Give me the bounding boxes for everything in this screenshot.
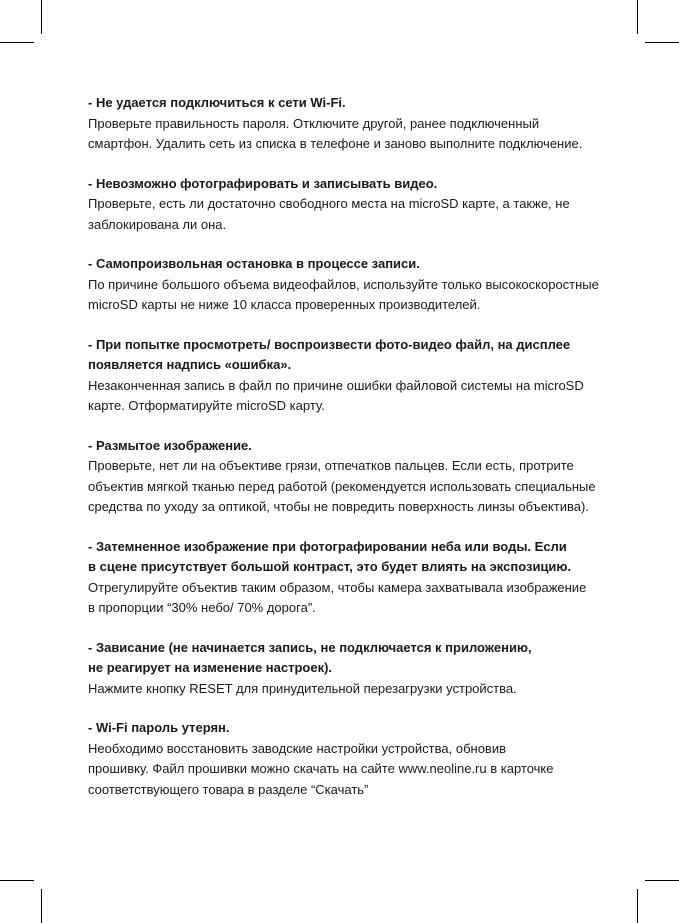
section-body-line: Проверьте правильность пароля. Отключите другой, ранее подключенный [88, 115, 540, 131]
section-dark-image [88, 537, 648, 619]
section-body-line: соответствующего товара в разделе “Скачать” [88, 781, 369, 797]
section-body-line: прошивку. Файл прошивки можно скачать на сайте www.neoline.ru в карточке [88, 761, 554, 776]
section-title: - Размытое изображение. [88, 437, 252, 453]
section-body-line: Проверьте, есть ли достаточно свободного места на microSD карте, а также, не [88, 196, 570, 211]
section-body-line: заблокирована ли она. [88, 216, 227, 232]
section-title: в сцене присутствует большой контраст, это будет влиять на экспозицию. [88, 559, 572, 574]
section-wifi-connection [88, 93, 648, 155]
section-blurry-image [88, 436, 648, 518]
section-title: не реагирует на изменение настроек). [88, 660, 333, 675]
crop-mark-bottom-right-vertical [637, 889, 638, 923]
section-body-line: По причине большого объема видеофайлов, используйте только высокоскоростные [88, 276, 599, 292]
troubleshooting-text [88, 93, 648, 819]
crop-mark-top-left-vertical [41, 0, 42, 34]
section-recording-stops [88, 254, 648, 316]
section-body-line: в пропорции “30% небо/ 70% дорога”. [88, 600, 316, 615]
crop-mark-bottom-left-horizontal [0, 880, 34, 881]
section-playback-error [88, 335, 648, 417]
section-cannot-record [88, 174, 648, 236]
section-title: появляется надпись «ошибка». [88, 357, 292, 372]
crop-mark-top-right-horizontal [645, 42, 679, 43]
section-body-line: объектив мягкой тканью перед работой (рекомендуется использовать специальные [88, 478, 596, 494]
section-body-line: microSD карты не ниже 10 класса проверенных производителей. [88, 297, 481, 312]
section-body-line: Незаконченная запись в файл по причине ошибки файловой системы на microSD [88, 377, 584, 393]
section-body-line: Проверьте, нет ли на объективе грязи, отпечатков пальцев. Если есть, протрите [88, 458, 574, 473]
crop-mark-top-right-vertical [637, 0, 638, 34]
section-body-line: карте. Отформатируйте microSD карту. [88, 398, 325, 413]
section-body-line: Нажмите кнопку RESET для принудительной перезагрузки устройства. [88, 680, 517, 696]
section-freeze [88, 638, 648, 700]
section-wifi-password-lost [88, 718, 648, 800]
section-title: - Не удается подключиться к сети Wi-Fi. [88, 95, 346, 110]
crop-mark-bottom-left-vertical [41, 889, 42, 923]
section-body-line: Необходимо восстановить заводские настройки устройства, обновив [88, 740, 507, 756]
section-body-line: Отрегулируйте объектив таким образом, чтобы камера захватывала изображение [88, 579, 587, 595]
section-body-line: средства по уходу за оптикой, чтобы не повредить поверхность линзы объектива). [88, 499, 589, 514]
section-title: - Невозможно фотографировать и записывать видео. [88, 175, 438, 191]
section-title: - Затемненное изображение при фотографировании неба или воды. Если [88, 538, 567, 554]
section-title: - Самопроизвольная остановка в процессе записи. [88, 256, 420, 271]
section-title: - Зависание (не начинается запись, не подключается к приложению, [88, 639, 532, 655]
section-title: - При попытке просмотреть/ воспроизвести фото-видео файл, на дисплее [88, 336, 571, 352]
crop-mark-top-left-horizontal [0, 42, 34, 43]
crop-mark-bottom-right-horizontal [645, 880, 679, 881]
section-title: - Wi-Fi пароль утерян. [88, 720, 230, 735]
section-body-line: смартфон. Удалить сеть из списка в телефоне и заново выполните подключение. [88, 136, 583, 151]
